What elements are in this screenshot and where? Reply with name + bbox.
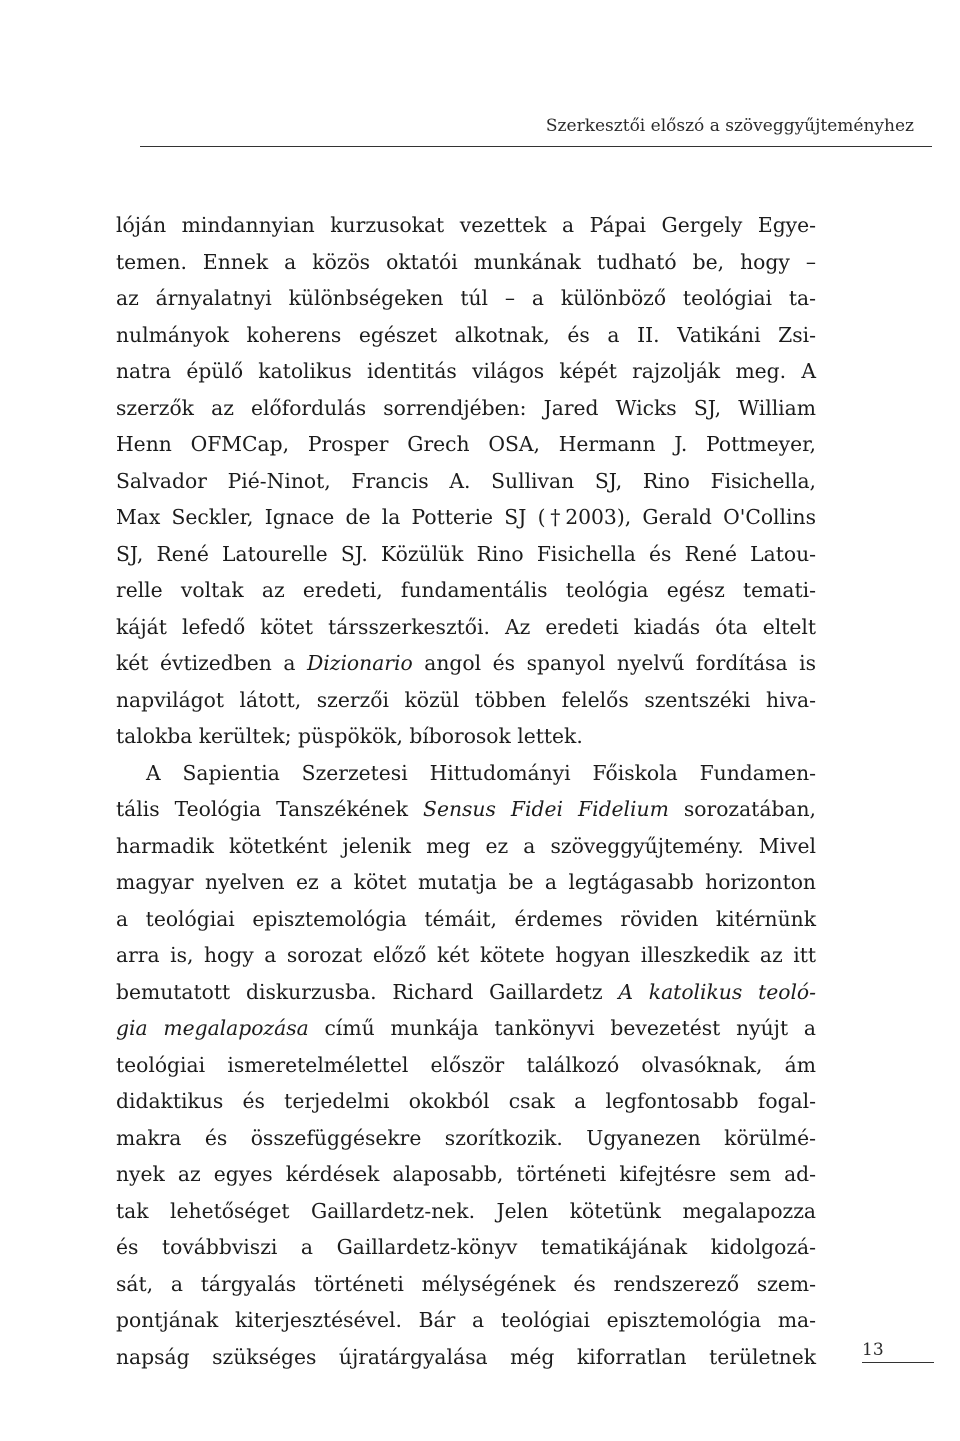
text-line: harmadik kötetként jelenik meg ez a szöveggyűjtemény. Mivel [116, 833, 816, 858]
italic-title: Sensus Fidei Fidelium [423, 797, 669, 821]
text-line [116, 791, 816, 828]
text-line: pontjának kiterjesztésével. Bár a teológiai episztemológia ma- [116, 1308, 816, 1332]
header-rule [140, 146, 932, 147]
text-line: magyar nyelven ez a kötet mutatja be a legtágasabb horizonton [116, 870, 816, 894]
text-line: szerzők az előfordulás sorrendjében: Jared Wicks SJ, William [116, 395, 816, 420]
page-number: 13 [862, 1340, 884, 1360]
italic-title: gia megalapozása [116, 1016, 309, 1040]
text-run: bemutatott diskurzusba. Richard Gaillardetz [116, 979, 619, 1004]
running-header: Szerkesztői előszó a szöveggyűjteményhez [545, 116, 914, 136]
text-line: sát, a tárgyalás történeti mélységének és rendszerező szem- [116, 1271, 816, 1296]
text-line: az árnyalatnyi különbségeken túl – a különböző teológiai ta- [116, 286, 816, 310]
text-line: és továbbviszi a Gaillardetz-könyv tematikájának kidolgozá- [116, 1235, 816, 1259]
text-line: nyek az egyes kérdések alaposabb, történeti kifejtésre sem ad- [116, 1162, 816, 1186]
text-line: temen. Ennek a közös oktatói munkának tudható be, hogy – [116, 249, 816, 274]
text-line [116, 974, 816, 1011]
text-line: káját lefedő kötet társszerkesztői. Az eredeti kiadás óta eltelt [116, 614, 816, 639]
text-line: a teológiai episztemológia témáit, érdemes röviden kitérnünk [116, 906, 816, 931]
text-line: natra épülő katolikus identitás világos képét rajzolják meg. A [116, 359, 816, 383]
text-line: relle voltak az eredeti, fundamentális teológia egész temati- [116, 578, 816, 602]
text-run: két évtizedben a [116, 651, 308, 675]
text-run: angol és spanyol nyelvű fordítása is [412, 651, 816, 675]
text-line: nulmányok koherens egészet alkotnak, és a II. Vatikáni Zsi- [116, 322, 816, 347]
text-line: A Sapientia Szerzetesi Hittudományi Főiskola Fundamen- [146, 760, 816, 785]
text-line: arra is, hogy a sorozat előző két kötete hogyan illeszkedik az itt [116, 943, 816, 967]
text-line [116, 1010, 816, 1047]
text-line: Max Seckler, Ignace de la Potterie SJ (†2003), Gerald O'Collins [116, 505, 816, 529]
italic-title: A katolikus teoló- [618, 979, 816, 1004]
text-run: sorozatában, [668, 797, 817, 821]
text-line: tak lehetőséget Gaillardetz-nek. Jelen kötetünk megalapozza [116, 1198, 816, 1223]
text-line: didaktikus és terjedelmi okokból csak a legfontosabb fogal- [116, 1089, 816, 1113]
text-run: tális Teológia Tanszékének [116, 797, 424, 821]
text-line: lóján mindannyian kurzusokat vezettek a Pápai Gergely Egye- [116, 213, 816, 237]
page-number-rule [862, 1362, 934, 1363]
text-line [116, 645, 816, 682]
text-line: talokba kerültek; püspökök, bíborosok lettek. [116, 724, 583, 748]
text-line: SJ, René Latourelle SJ. Közülük Rino Fisichella és René Latou- [116, 541, 816, 566]
text-line: napság szükséges újratárgyalása még kiforratlan területnek [116, 1344, 816, 1369]
text-line: makra és összefüggésekre szorítkozik. Ugyanezen körülmé- [116, 1125, 816, 1150]
body-text [116, 207, 816, 1375]
text-line: Salvador Pié-Ninot, Francis A. Sullivan SJ, Rino Fisichella, [116, 468, 816, 493]
italic-title: Dizionario [307, 651, 413, 675]
text-line: napvilágot látott, szerzői közül többen felelős szentszéki hiva- [116, 687, 816, 712]
text-run: című munkája tankönyvi bevezetést nyújt a [308, 1016, 816, 1040]
text-line: teológiai ismeretelmélettel először találkozó olvasóknak, ám [116, 1052, 816, 1077]
text-line: Henn OFMCap, Prosper Grech OSA, Hermann J. Pottmeyer, [116, 432, 816, 456]
